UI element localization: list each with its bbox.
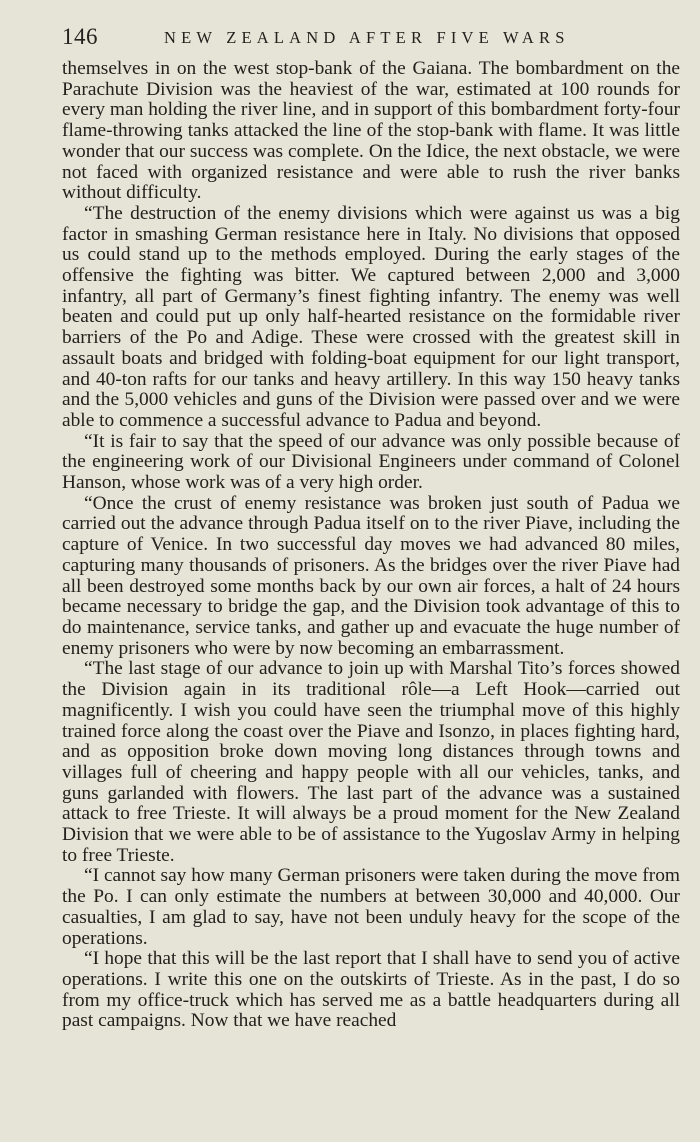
- body-text: [62, 59, 680, 1032]
- paragraph: themselves in on the west stop-bank of the Gaiana. The bombardment on the Parachute Division was the heaviest of the war, estimated at 100 rounds for every man holding the river line, and in support of this bombardment forty-four flame-throwing tanks attacked the line of the stop-bank with flame. It was little wonder that our success was complete. On the Idice, the next obstacle, we were not faced with organized resistance and were able to rush the river banks without difficulty.: [62, 58, 680, 204]
- paragraph: “The last stage of our advance to join up with Marshal Tito’s forces showed the Division again in its traditional rôle—a Left Hook—carried out magnificently. I wish you could have seen the triumphal move of this highly trained force along the coast over the Piave and Isonzo, in places fighting hard, and as opposition broke down moving long distances through towns and villages full of cheering and happy people with all our vehicles, tanks, and guns garlanded with flowers. The last part of the advance was a sustained attack to free Trieste. It will always be a proud moment for the New Zealand Division that we were able to be of assistance to the Yugoslav Army in helping to free Trieste.: [62, 658, 680, 866]
- paragraph: “It is fair to say that the speed of our advance was only possible because of the engineering work of our Divisional Engineers under command of Colonel Hanson, whose work was of a very high order.: [62, 430, 680, 494]
- paragraph: “Once the crust of enemy resistance was broken just south of Padua we carried out the advance through Padua itself on to the river Piave, including the capture of Venice. In two successful day moves we had advanced 80 miles, capturing many thousands of prisoners. As the bridges over the river Piave had all been destroyed some months back by our own air forces, a halt of 24 hours became necessary to bridge the gap, and the Division took advantage of this to do maintenance, service tanks, and gather up and evacuate the huge number of enemy prisoners who were by now becoming an embarrassment.: [62, 492, 680, 659]
- running-head: NEW ZEALAND AFTER FIVE WARS: [164, 28, 570, 47]
- paragraph: “The destruction of the enemy divisions which were against us was a big factor in smashing German resistance here in Italy. No divisions that opposed us could stand up to the methods employed. During the early stages of the offensive the fighting was bitter. We captured between 2,000 and 3,000 infantry, all part of Germany’s finest fighting infantry. The enemy was well beaten and could put up only half-hearted resistance on the formidable river barriers of the Po and Adige. These were crossed with the greatest skill in assault boats and bridged with folding-boat equipment for our light transport, and 40-ton rafts for our tanks and heavy artillery. In this way 150 heavy tanks and the 5,000 vehicles and guns of the Division were passed over and we were able to commence a successful advance to Padua and beyond.: [62, 202, 680, 431]
- paragraph: “I cannot say how many German prisoners were taken during the move from the Po. I can only estimate the numbers at between 30,000 and 40,000. Our casualties, I am glad to say, have not been unduly heavy for the scope of the operations.: [62, 865, 680, 949]
- page-number: 146: [62, 24, 98, 49]
- page-header: [62, 24, 682, 54]
- paragraph: “I hope that this will be the last report that I shall have to send you of active operations. I write this one on the outskirts of Trieste. As in the past, I do so from my office-truck which has served me as a battle headquarters during all past campaigns. Now that we have reached: [62, 948, 680, 1032]
